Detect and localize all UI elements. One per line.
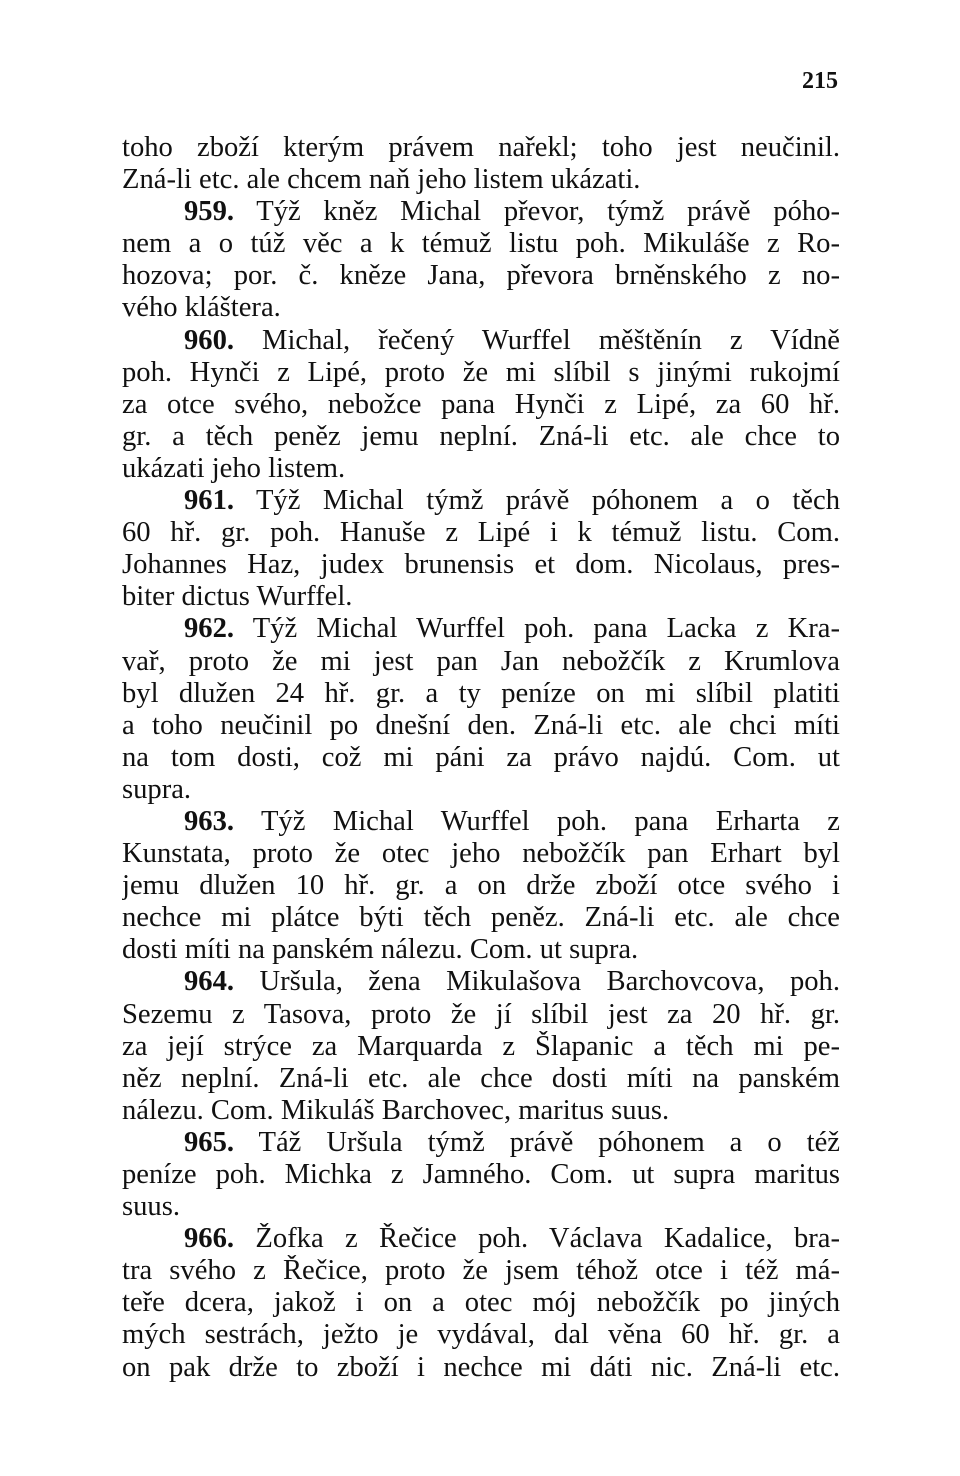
entry-first-line (122, 806, 840, 838)
entry-number: 964. (184, 966, 235, 998)
line-text: za její strýce za Marquarda z Šlapanic a těch mi pe- (122, 1030, 840, 1062)
line-text: 60 hř. gr. poh. Hanuše z Lipé i k témuž listu. Com. (122, 517, 840, 549)
entry-number: 965. (184, 1126, 235, 1158)
text-line (122, 838, 840, 870)
line-text: Týž Michal Wurffel poh. pana Erharta z (234, 805, 840, 837)
line-text: nem a o túž věc a k témuž listu poh. Mikuláše z Ro- (122, 228, 840, 260)
line-text: vého kláštera. (122, 292, 281, 324)
line-text: Zná-li etc. ale chcem naň jeho listem ukázati. (122, 164, 641, 196)
text-line (122, 902, 840, 934)
line-text: na tom dosti, což mi páni za právo najdú. Com. ut (122, 741, 840, 773)
text-line (122, 292, 840, 324)
line-text: byl dlužen 24 hř. gr. a ty peníze on mi slíbil platiti (122, 677, 840, 709)
line-text: Týž Michal týmž právě póhonem a o těch (234, 485, 840, 517)
text-line (122, 1255, 840, 1287)
text-line (122, 357, 840, 389)
entry-number: 966. (184, 1223, 235, 1255)
text-line (122, 742, 840, 774)
line-text: za otce svého, nebožce pana Hynči z Lipé, za 60 hř. (122, 388, 840, 420)
text-line (122, 1191, 840, 1223)
entry-first-line (122, 325, 840, 357)
entry-first-line (122, 485, 840, 517)
text-line (122, 1352, 840, 1384)
line-text: Kunstata, proto že otec jeho nebožčík pan Erhart byl (122, 838, 840, 870)
page-number: 215 (802, 68, 838, 94)
line-text: ukázati jeho listem. (122, 452, 346, 484)
entry-first-line (122, 196, 840, 228)
text-line (122, 646, 840, 678)
text-line (122, 710, 840, 742)
text-line (122, 581, 840, 613)
line-text: poh. Hynči z Lipé, proto že mi slíbil s jinými rukojmí (122, 356, 840, 388)
line-text: supra. (122, 773, 192, 805)
line-text: hozova; por. č. kněze Jana, převora brněnského z no- (122, 260, 840, 292)
line-text: nechce mi plátce býti těch peněz. Zná-li etc. ale chce (122, 902, 840, 934)
text-line (122, 164, 840, 196)
line-text: suus. (122, 1191, 180, 1223)
text-line (122, 678, 840, 710)
entry-first-line (122, 1223, 840, 1255)
line-text: peníze poh. Michka z Jamného. Com. ut supra maritus (122, 1159, 840, 1190)
entry-number: 961. (184, 485, 235, 517)
text-line (122, 774, 840, 806)
line-text: něz neplní. Zná-li etc. ale chce dosti míti na panském (122, 1062, 840, 1094)
text-line (122, 517, 840, 549)
line-text: Týž kněz Michal převor, týmž právě póho- (234, 196, 840, 228)
text-line (122, 1031, 840, 1063)
text-line (122, 870, 840, 902)
line-text: tra svého z Řečice, proto že jsem téhož otce i též má- (122, 1255, 840, 1287)
entry-number: 962. (184, 613, 235, 645)
entry-number: 960. (184, 324, 235, 356)
text-line (122, 999, 840, 1031)
body-text (122, 132, 840, 1384)
line-text: Táž Uršula týmž právě póhonem a o též (234, 1126, 840, 1158)
text-line (122, 1063, 840, 1095)
entry-first-line (122, 613, 840, 645)
text-line (122, 1287, 840, 1319)
line-text: Týž Michal Wurffel poh. pana Lacka z Kra- (234, 613, 840, 645)
line-text: Johannes Haz, judex brunensis et dom. Nicolaus, pres- (122, 549, 840, 581)
line-text: a toho neučinil po dnešní den. Zná-li etc. ale chci míti (122, 709, 840, 741)
text-line (122, 934, 840, 966)
entry-first-line (122, 966, 840, 998)
line-text: dosti míti na panském nálezu. Com. ut supra. (122, 934, 639, 966)
text-line (122, 453, 840, 485)
text-line (122, 1159, 840, 1191)
line-text: Sezemu z Tasova, proto že jí slíbil jest za 20 hř. gr. (122, 998, 840, 1030)
entry-first-line (122, 1127, 840, 1159)
text-line (122, 228, 840, 260)
text-line (122, 549, 840, 581)
line-text: vař, proto že mi jest pan Jan nebožčík z Krumlova (122, 645, 840, 677)
line-text: on pak drže to zboží i nechce mi dáti nic. Zná-li etc. (122, 1351, 840, 1383)
line-text: Michal, řečený Wurffel měštěnín z Vídně (234, 324, 840, 356)
line-text: gr. a těch peněz jemu neplní. Zná-li etc. ale chce to (122, 420, 840, 452)
line-text: biter dictus Wurffel. (122, 581, 353, 613)
entry-number: 963. (184, 805, 235, 837)
text-line (122, 1319, 840, 1351)
text-line (122, 1095, 840, 1127)
line-text: Uršula, žena Mikulašova Barchovcova, poh. (234, 966, 840, 998)
text-line (122, 260, 840, 292)
line-text: mých sestrách, ježto je vydával, dal věna 60 hř. gr. a (122, 1319, 840, 1351)
line-text: teře dcera, jakož i on a otec mój nebožčík po jiných (122, 1287, 840, 1319)
line-text: nálezu. Com. Mikuláš Barchovec, maritus suus. (122, 1094, 670, 1126)
line-text: Žofka z Řečice poh. Václava Kadalice, bra- (234, 1223, 840, 1255)
text-line (122, 132, 840, 164)
line-text: jemu dlužen 10 hř. gr. a on drže zboží otce svého i (122, 870, 840, 902)
line-text: toho zboží kterým právem nařekl; toho jest neučinil. (122, 132, 840, 163)
entry-number: 959. (184, 196, 235, 228)
text-line (122, 421, 840, 453)
text-line (122, 389, 840, 421)
